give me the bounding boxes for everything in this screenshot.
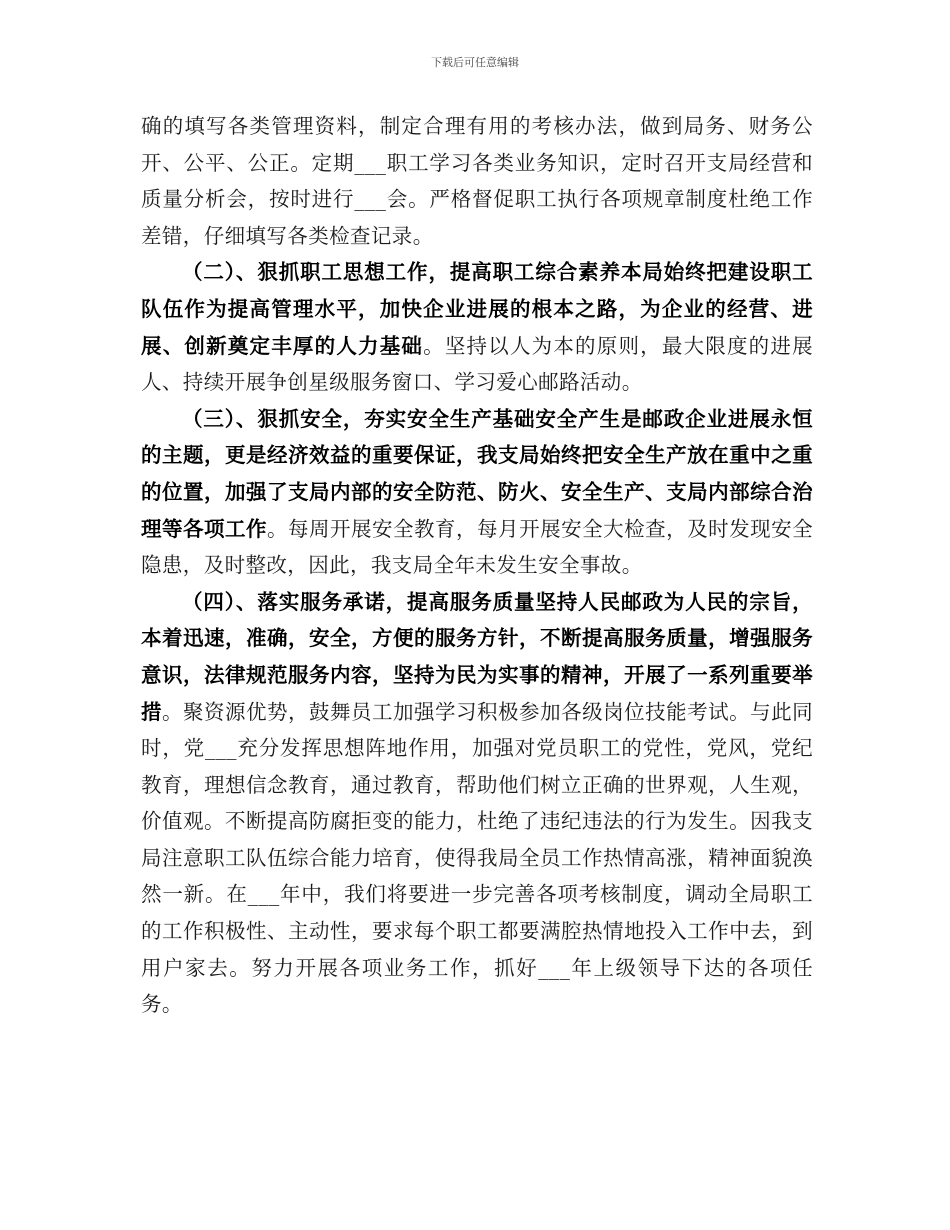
paragraph-continuation xyxy=(141,108,813,254)
document-body xyxy=(141,108,813,1023)
paragraph-heading: （三）、狠抓安全，夯实安全生产基础安全产生是邮政企业进展永恒的主题，更是经济效益的重要保证，我支局始终把安全生产放在重中之重的位置，加强了支局内部的安全防范、防火、安全生产、支局内部综合治理等各项工作 xyxy=(141,406,813,541)
paragraph-section-2 xyxy=(141,254,813,400)
paragraph-section-3 xyxy=(141,401,813,584)
paragraph-text: 。坚持以人为本的原则，最大限度的进展人、持续开展争创星级服务窗口、学习爱心邮路活动。 xyxy=(141,333,813,395)
page-header-note: 下载后可任意编辑 xyxy=(431,56,519,69)
paragraph-text: 。聚资源优势，鼓舞员工加强学习积极参加各级岗位技能考试。与此同时，党___充分发挥思想阵地作用，加强对党员职工的党性，党风，党纪教育，理想信念教育，通过教育，帮助他们树立正确的世界观，人生观，价值观。不断提高防腐拒变的能力，杜绝了违纪违法的行为发生。因我支局注意职工队伍综合能力培育，使得我局全员工作热情高涨，精神面貌涣然一新。在___年中，我们将要进一步完善各项考核制度，调动全局职工的工作积极性、主动性，要求每个职工都要满腔热情地投入工作中去，到用户家去。努力开展各项业务工作，抓好___年上级领导下达的各项任务。 xyxy=(141,699,813,1017)
paragraph-section-4 xyxy=(141,584,813,1023)
paragraph-heading: （四）、落实服务承诺，提高服务质量坚持人民邮政为人民的宗旨，本着迅速，准确，安全，方便的服务方针，不断提高服务质量，增强服务意识，法律规范服务内容，坚持为民为实事的精神，开展了一系列重要举措 xyxy=(141,589,813,724)
paragraph-text: 确的填写各类管理资料，制定合理有用的考核办法，做到局务、财务公开、公平、公正。定期___职工学习各类业务知识，定时召开支局经营和质量分析会，按时进行___会。严格督促职工执行各项规章制度杜绝工作差错，仔细填写各类检查记录。 xyxy=(141,114,813,248)
paragraph-heading: （二）、狠抓职工思想工作，提高职工综合素养本局始终把建设职工队伍作为提高管理水平，加快企业进展的根本之路，为企业的经营、进展、创新奠定丰厚的人力基础 xyxy=(141,260,813,358)
paragraph-text: 。每周开展安全教育，每月开展安全大检查，及时发现安全隐患，及时整改，因此，我支局全年未发生安全事故。 xyxy=(141,516,814,578)
